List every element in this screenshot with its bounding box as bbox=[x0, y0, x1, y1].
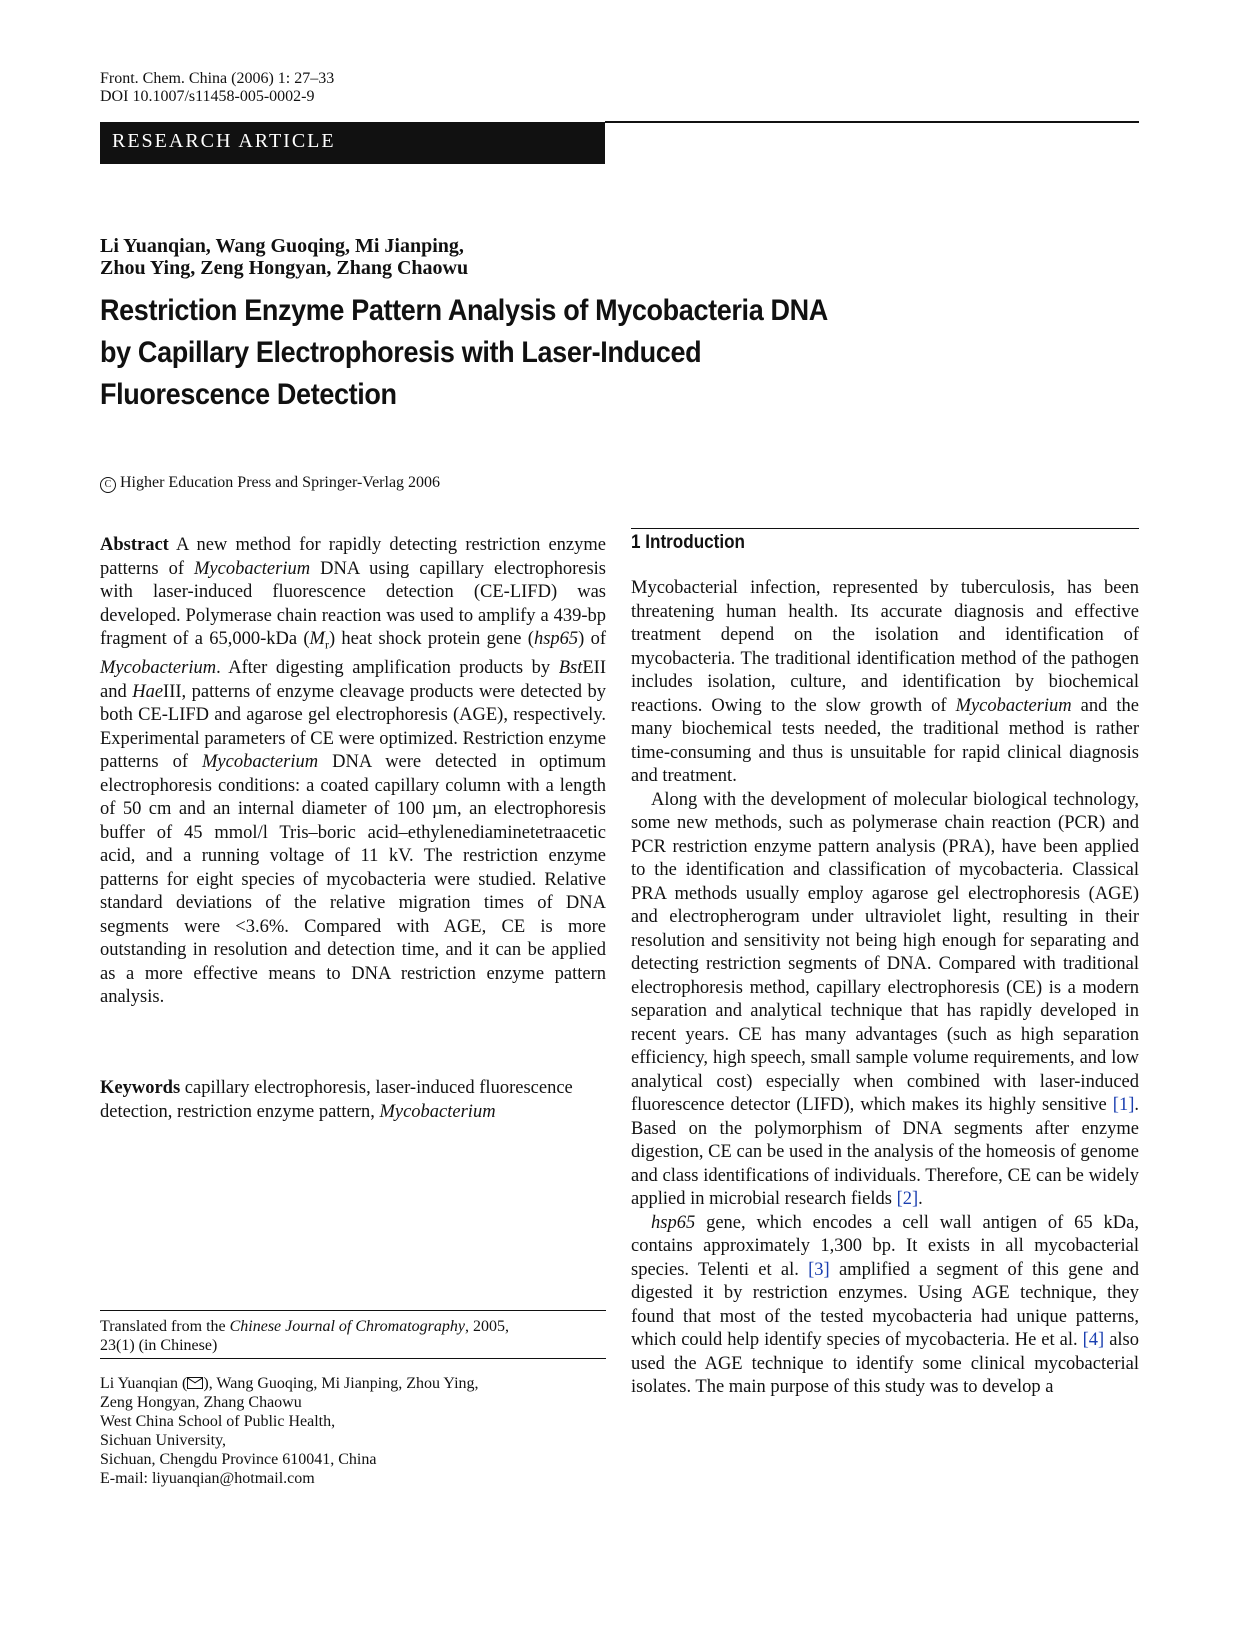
section-rule bbox=[631, 528, 1139, 529]
abstract-text: DNA were detected in optimum electrophoresis conditions: a coated capillary column with a length of 50 cm and an internal diameter of 100 µm, an electrophoresis buffer of 45 mmol/l Tris–boric acid–ethylenediaminetetraacetic acid, and a running voltage of 11 kV. The restriction enzyme patterns for eight species of mycobacteria were studied. Relative standard deviations of the relative migration times of DNA segments were <3.6%. Compared with AGE, CE is more outstanding in resolution and detection time, and it can be applied as a more effective means to DNA restriction enzyme pattern analysis. bbox=[100, 752, 606, 1008]
abstract-label: Abstract bbox=[100, 535, 169, 555]
affiliation bbox=[100, 1374, 479, 1488]
footnote-rule-bottom bbox=[100, 1358, 606, 1359]
author-list bbox=[100, 235, 468, 279]
intro-paragraph-2 bbox=[631, 789, 1139, 1212]
translation-text: , 2005, bbox=[465, 1318, 510, 1335]
abstract-italic: Mycobacterium bbox=[100, 658, 217, 679]
translation-note bbox=[100, 1317, 509, 1355]
intro-text: also used the AGE technique to identify some clinical mycobacterial isolates. The main purpose of this study was to develop a bbox=[631, 1330, 1139, 1397]
abstract-text: EII and bbox=[100, 658, 606, 702]
reference-link[interactable]: [1] bbox=[1112, 1095, 1135, 1115]
title-line-2: by Capillary Electrophoresis with Laser-Induced bbox=[100, 336, 702, 369]
journal-header bbox=[100, 70, 334, 106]
intro-italic: hsp65 bbox=[651, 1212, 696, 1233]
keywords-label: Keywords bbox=[100, 1078, 181, 1098]
abstract-text: ) of bbox=[578, 629, 606, 649]
affiliation-email: E-mail: liyuanqian@hotmail.com bbox=[100, 1470, 315, 1487]
intro-text: gene, which encodes a cell wall antigen of 65 kDa, contains approximately 1,300 bp. It exists in all mycobacterial species. Telenti et al. bbox=[631, 1212, 1139, 1280]
keywords-italic: Mycobacterium bbox=[379, 1101, 496, 1122]
affiliation-line-2: Zeng Hongyan, Zhang Chaowu bbox=[100, 1394, 302, 1411]
paper-title bbox=[100, 290, 910, 416]
abstract-italic: M bbox=[309, 629, 325, 649]
intro-text: . Based on the polymorphism of DNA segments after enzyme digestion, CE can be used in the analysis of the homeosis of genome and class identifications of individuals. Therefore, CE can be widely applied in microbial research fields bbox=[631, 1095, 1139, 1209]
reference-link[interactable]: [2] bbox=[896, 1189, 919, 1209]
affiliation-line-5: Sichuan, Chengdu Province 610041, China bbox=[100, 1451, 377, 1468]
translation-line-2: 23(1) (in Chinese) bbox=[100, 1337, 218, 1354]
affiliation-text: ), Wang Guoqing, Mi Jianping, Zhou Ying, bbox=[203, 1375, 479, 1392]
intro-paragraph-3 bbox=[631, 1212, 1139, 1400]
header-rule bbox=[605, 121, 1139, 123]
abstract-italic: Mycobacterium bbox=[194, 558, 311, 579]
abstract-text: . After digesting amplification products by bbox=[216, 658, 559, 679]
abstract-italic: Hae bbox=[132, 681, 164, 702]
keywords-text: capillary electrophoresis, laser-induced fluorescence detection, restriction enzyme pattern, bbox=[100, 1078, 573, 1122]
copyright-text: Higher Education Press and Springer-Verlag 2006 bbox=[120, 474, 441, 491]
affiliation-line-4: Sichuan University, bbox=[100, 1432, 227, 1449]
abstract-italic: Mycobacterium bbox=[202, 752, 319, 773]
keywords bbox=[100, 1077, 606, 1124]
reference-link[interactable]: [3] bbox=[808, 1259, 830, 1280]
introduction-body bbox=[631, 577, 1139, 1400]
reference-link[interactable]: [4] bbox=[1082, 1330, 1105, 1350]
intro-text: amplified a segment of this gene and digested it by restriction enzymes. Using AGE technique, they found that most of the tested mycobacteria had unique patterns, which could help identify species of mycobacteria. He et al. bbox=[631, 1259, 1139, 1350]
abstract bbox=[100, 534, 606, 1010]
intro-italic: Mycobacterium bbox=[955, 695, 1072, 716]
title-line-3: Fluorescence Detection bbox=[100, 378, 397, 411]
abstract-italic: hsp65 bbox=[533, 629, 579, 649]
intro-text: and the many biochemical tests needed, the traditional method is rather time-consuming and thus is unsuitable for rapid clinical diagnosis and treatment. bbox=[631, 695, 1139, 786]
abstract-subscript: r bbox=[324, 637, 329, 652]
abstract-text: III, patterns of enzyme cleavage products were detected by both CE-LIFD and agarose gel electrophoresis (AGE), respectively. Experimental parameters of CE were optimized. Restriction enzyme patterns of bbox=[100, 681, 606, 773]
intro-paragraph-1 bbox=[631, 577, 1139, 789]
translation-journal: Chinese Journal of Chromatography bbox=[229, 1318, 466, 1335]
abstract-text: ) heat shock protein gene ( bbox=[328, 629, 534, 649]
abstract-text: A new method for rapidly detecting restriction enzyme patterns of bbox=[100, 535, 606, 579]
intro-text: Along with the development of molecular biological technology, some new methods, such as polymerase chain reaction (PCR) and PCR restriction enzyme pattern analysis (PRA), have been applied to the identification and classification of mycobacteria. Classical PRA methods usually employ agarose gel electrophoresis (AGE) and electropherogram under ultraviolet light, resulting in their resolution and sensitivity not being high enough for separating and detecting restriction segments of DNA. Compared with traditional electrophoresis method, capillary electrophoresis (CE) is a modern separation and analytical technique that has rapidly developed in recent years. CE has many advantages (such as high separation efficiency, high speech, small sample volume requirements, and low analytical cost) especially when combined with laser-induced fluorescence detector (LIFD), which makes its highly sensitive bbox=[631, 789, 1139, 1115]
authors-line-1: Li Yuanqian, Wang Guoqing, Mi Jianping, bbox=[100, 235, 464, 257]
journal-citation: Front. Chem. China (2006) 1: 27–33 bbox=[100, 70, 335, 87]
abstract-text: DNA using capillary electrophoresis with laser-induced fluorescence detection (CE-LIFD) was developed. Polymerase chain reaction was used to amplify a 439-bp fragment of a 65,000-kDa ( bbox=[100, 558, 606, 649]
copyright-icon: C bbox=[100, 477, 116, 493]
authors-line-2: Zhou Ying, Zeng Hongyan, Zhang Chaowu bbox=[100, 257, 469, 279]
article-type-label: RESEARCH ARTICLE bbox=[112, 130, 336, 152]
affiliation-line-3: West China School of Public Health, bbox=[100, 1413, 336, 1430]
affiliation-text: Li Yuanqian ( bbox=[100, 1375, 188, 1392]
footnote-rule-top bbox=[100, 1310, 606, 1311]
intro-text: Mycobacterial infection, represented by tuberculosis, has been threatening human health. Its accurate diagnosis and effective treatment depend on the isolation and identification of mycobacteria. The traditional identification method of the pathogen includes isolation, culture, and identification by biochemical reactions. Owing to the slow growth of bbox=[631, 578, 1139, 716]
copyright-notice bbox=[100, 474, 440, 493]
section-heading: 1 Introduction bbox=[631, 532, 745, 553]
envelope-icon bbox=[187, 1377, 203, 1389]
intro-text: . bbox=[918, 1189, 923, 1209]
translation-text: Translated from the bbox=[100, 1318, 230, 1335]
abstract-italic: Bst bbox=[558, 658, 583, 679]
title-line-1: Restriction Enzyme Pattern Analysis of Mycobacteria DNA bbox=[100, 294, 828, 327]
doi: DOI 10.1007/s11458-005-0002-9 bbox=[100, 88, 315, 105]
